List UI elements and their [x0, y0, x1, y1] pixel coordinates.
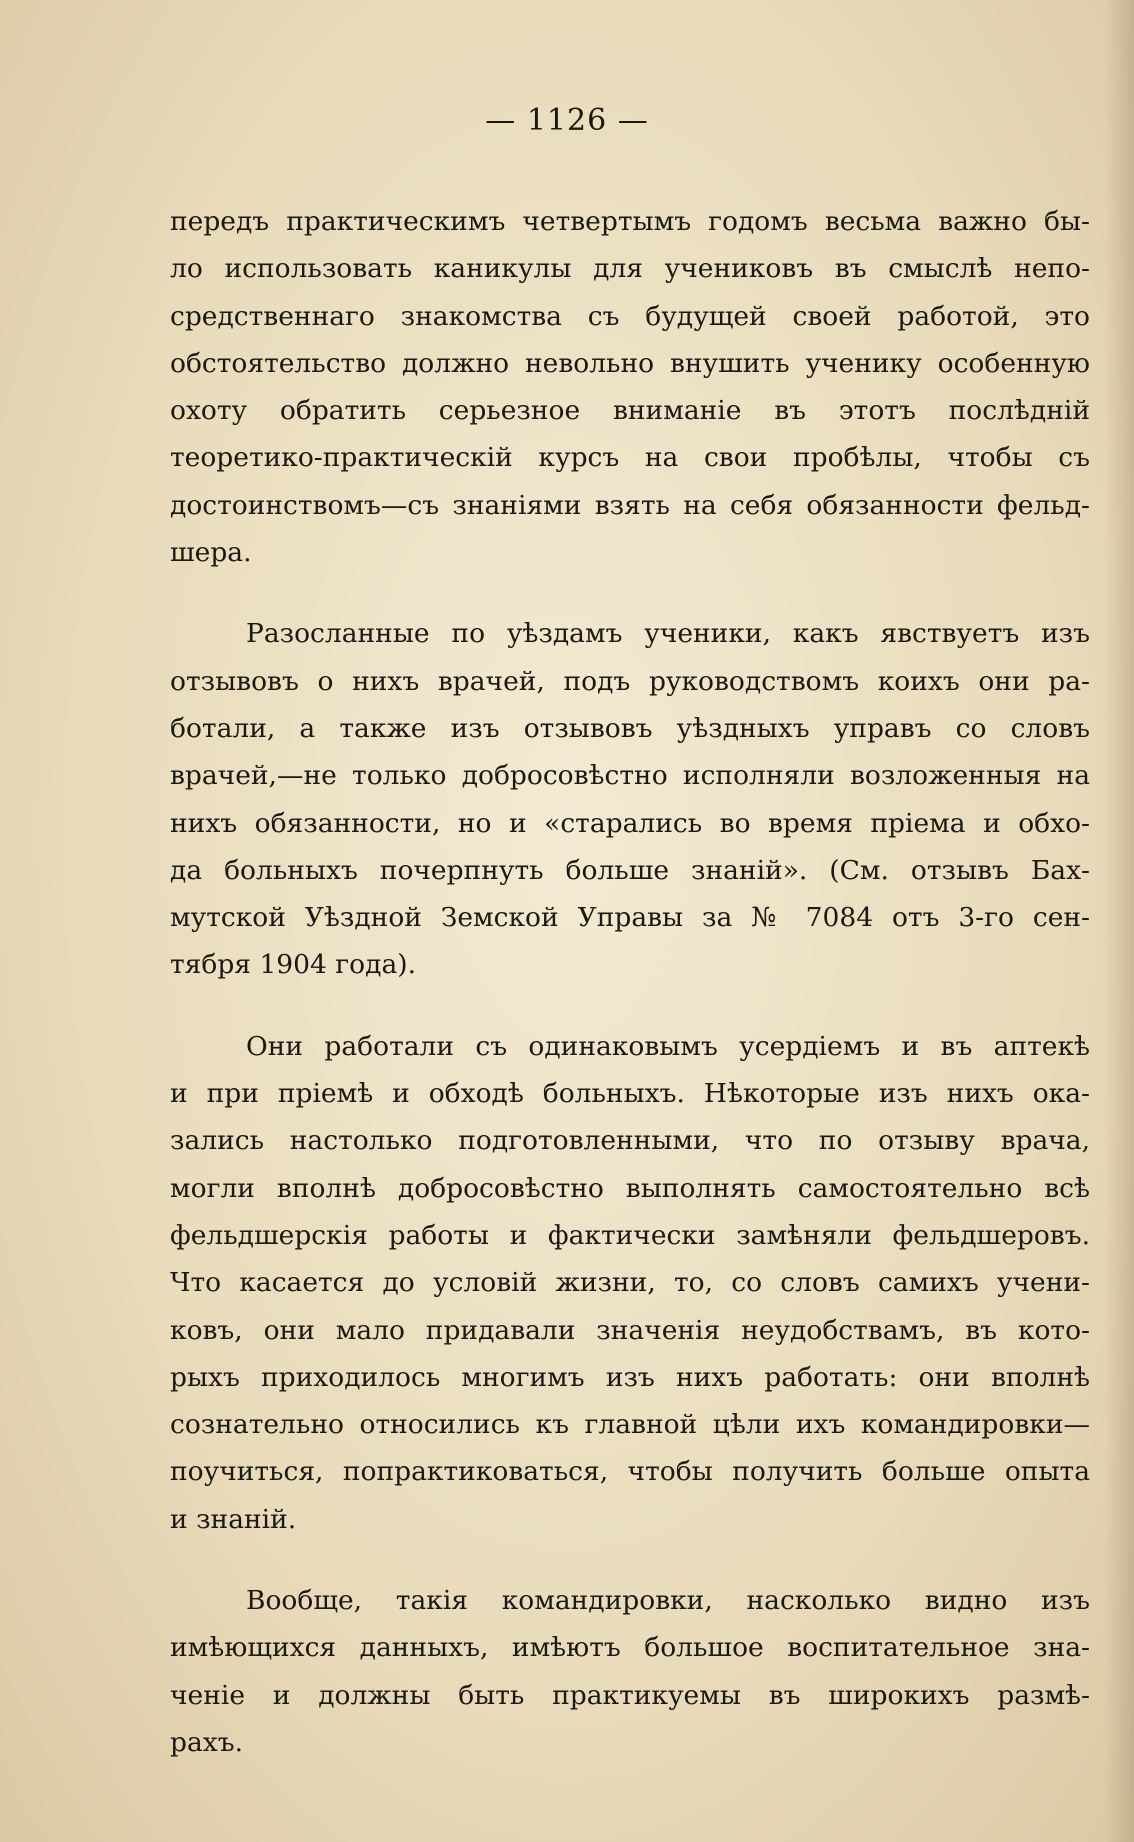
text-line: мутской Уѣздной Земской Управы за № 7084 отъ 3-го сен-	[170, 902, 1090, 934]
text-line: нихъ обязанности, но и «старались во время пріема и обхо-	[170, 807, 1090, 839]
paragraph-gap	[170, 1543, 1090, 1577]
text-line: теоретико-практическій курсъ на свои пробѣлы, чтобы съ	[170, 442, 1090, 474]
paragraph-gap	[170, 989, 1090, 1023]
text-line: охоту обратить серьезное вниманіе въ этотъ послѣдній	[170, 395, 1090, 427]
text-line: рыхъ приходилось многимъ изъ нихъ работать: они вполнѣ	[170, 1361, 1090, 1393]
text-line: Вообще, такія командировки, насколько видно изъ	[246, 1585, 1090, 1617]
text-line: имѣющихся данныхъ, имѣютъ большое воспитательное зна-	[170, 1632, 1090, 1664]
text-line: могли вполнѣ добросовѣстно выполнять самостоятельно всѣ	[170, 1172, 1090, 1204]
text-line: фельдшерскія работы и фактически замѣняли фельдшеровъ.	[170, 1219, 1090, 1251]
text-line: ботали, а также изъ отзывовъ уѣздныхъ управъ со словъ	[170, 712, 1090, 744]
text-line: передъ практическимъ четвертымъ годомъ весьма важно бы-	[170, 206, 1090, 237]
text-line: поучиться, попрактиковаться, чтобы получить больше опыта	[170, 1456, 1090, 1488]
text-line: и при пріемѣ и обходѣ больныхъ. Нѣкоторые изъ нихъ ока-	[170, 1078, 1090, 1110]
paragraph-4	[170, 1577, 1090, 1766]
text-line: да больныхъ почерпнуть больше знаній». (См. отзывъ Бах-	[170, 854, 1090, 886]
page-number: — 1126 —	[485, 103, 649, 138]
paragraph-3	[170, 1023, 1090, 1543]
text-line: зались настолько подготовленными, что по отзыву врача,	[170, 1125, 1090, 1157]
text-line: и знаній.	[170, 1503, 297, 1535]
page-body	[170, 198, 1090, 1766]
text-line: шера.	[170, 537, 252, 569]
text-line: ковъ, они мало придавали значенія неудобствамъ, въ кото-	[170, 1314, 1090, 1346]
text-line: Они работали съ одинаковымъ усердіемъ и въ аптекѣ	[246, 1030, 1090, 1062]
text-line: ло использовать каникулы для учениковъ въ смыслѣ непо-	[170, 253, 1090, 285]
page-edge-shadow	[1104, 0, 1134, 1842]
text-line: отзывовъ о нихъ врачей, подъ руководствомъ коихъ они ра-	[170, 665, 1090, 697]
text-line: сознательно относились къ главной цѣли ихъ командировки—	[170, 1409, 1090, 1441]
text-line: обстоятельство должно невольно внушить ученику особенную	[170, 347, 1090, 379]
text-line: Что касается до условій жизни, то, со словъ самихъ учени-	[170, 1267, 1090, 1299]
paragraph-1	[170, 198, 1090, 576]
text-line: Разосланные по уѣздамъ ученики, какъ явствуетъ изъ	[246, 618, 1090, 650]
paragraph-gap	[170, 576, 1090, 610]
text-line: врачей,—не только добросовѣстно исполняли возложенныя на	[170, 760, 1090, 792]
text-line: средственнаго знакомства съ будущей своей работой, это	[170, 300, 1090, 332]
text-line: рахъ.	[170, 1726, 243, 1758]
text-line: достоинствомъ—съ знаніями взять на себя обязанности фельд-	[170, 489, 1090, 521]
text-line: ченіе и должны быть практикуемы въ широкихъ размѣ-	[170, 1679, 1090, 1711]
paragraph-2	[170, 610, 1090, 988]
text-line: тября 1904 года).	[170, 949, 417, 981]
